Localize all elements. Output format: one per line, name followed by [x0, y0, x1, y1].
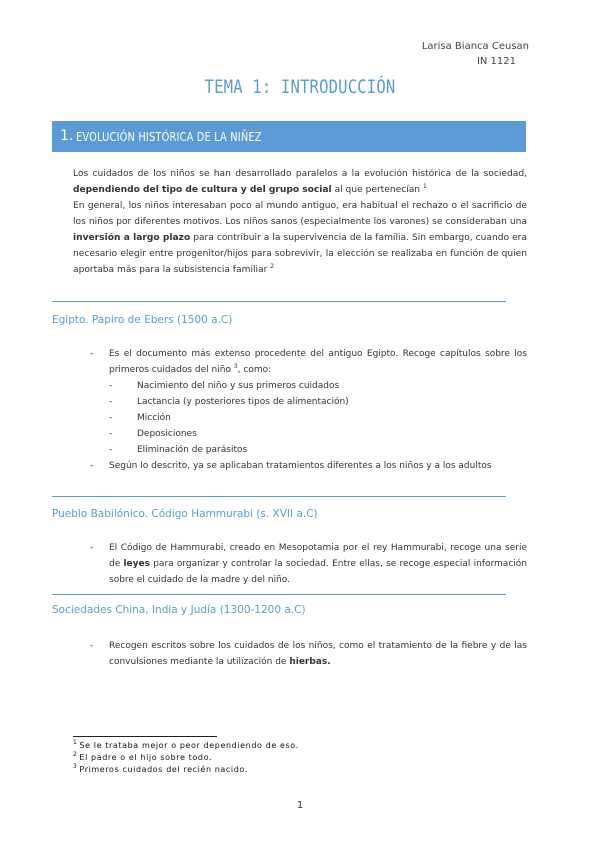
author-block	[422, 39, 529, 69]
footnote-ref-3[interactable]: 3	[233, 363, 238, 370]
sublist-item-label: Lactancia (y posteriores tipos de alimentación)	[137, 397, 349, 407]
babylon-item-tail: para organizar y controlar la sociedad. Entre ellas, se recoge especial información sobre el cuidado de la madre y del niño.	[109, 559, 527, 585]
footnote-item	[73, 752, 299, 764]
list-item	[90, 458, 527, 474]
section-heading-bar	[52, 121, 526, 152]
list-dash: -	[90, 349, 94, 359]
sublist-item-label: Micción	[137, 413, 171, 423]
intro-p1-text: Los cuidados de los niños se han desarrollado paralelos a la evolución histórica de la sociedad,	[73, 169, 527, 179]
footnote-text: El padre o el hijo sobre todo.	[79, 753, 213, 762]
intro-p1-text-tail: al que pertenecían	[331, 185, 423, 195]
list-item	[90, 638, 527, 670]
babylon-item-text: El Código de Hammurabi, creado en Mesopotamia por el rey Hammurabi, recoge una serie de	[109, 543, 527, 569]
list-dash: -	[90, 543, 94, 553]
egypt-item-text: Es el documento más extenso procedente del antiguo Egipto. Recoge capítulos sobre los primeros cuidados del niño	[109, 349, 527, 375]
footnote-separator	[73, 736, 217, 737]
section-number: 1.	[60, 128, 74, 144]
divider-line	[52, 301, 506, 302]
sublist-item	[109, 442, 527, 458]
babylon-item-bold: leyes	[123, 559, 150, 569]
footnote-text: Se le trataba mejor o peor dependiendo de eso.	[79, 741, 299, 750]
intro-p2-text-tail: para contribuir a la supervivencia de la familia. Sin embargo, cuando era necesario elegir entre progenitor/hijos para sobrevivir, la elección se realizaba en función de quien aportaba más para la subsistencia familiar	[73, 233, 527, 275]
sublist-item	[109, 378, 527, 394]
list-dash: -	[90, 641, 94, 651]
footnote-number: 1	[73, 739, 78, 746]
list-dash: -	[109, 429, 113, 439]
footnote-ref-2[interactable]: 2	[270, 263, 275, 270]
sublist-item-label: Eliminación de parásitos	[137, 445, 248, 455]
subheading-egypt: Egipto. Papiro de Ebers (1500 a.C)	[52, 314, 233, 326]
intro-p2-text: En general, los niños interesaban poco al mundo antiguo, era habitual el rechazo o el sacrificio de los niños por diferentes motivos. Los niños sanos (especialmente los varones) se consideraban una	[73, 201, 527, 227]
list-dash: -	[109, 445, 113, 455]
course-code: IN 1121	[476, 56, 516, 67]
intro-paragraph-2	[73, 198, 527, 278]
footnotes	[73, 740, 299, 776]
sublist-item	[109, 410, 527, 426]
list-dash: -	[109, 397, 113, 407]
list-dash: -	[109, 381, 113, 391]
footnote-number: 3	[73, 763, 78, 770]
footnote-item	[73, 740, 299, 752]
sublist-item-label: Nacimiento del niño y sus primeros cuidados	[137, 381, 340, 391]
footnote-ref-1[interactable]: 1	[422, 183, 427, 190]
footnote-number: 2	[73, 751, 78, 758]
egypt-list	[90, 346, 527, 474]
subheading-babylon: Pueblo Babilónico. Código Hammurabi (s. XVII a.C)	[52, 508, 318, 520]
egypt-item-tail: , como:	[237, 365, 272, 375]
intro-p2-bold: inversión a largo plazo	[73, 233, 191, 243]
subheading-societies: Sociedades China, India y Judía (1300-1200 a.C)	[52, 604, 306, 616]
intro-text	[73, 166, 527, 278]
list-dash: -	[109, 413, 113, 423]
divider-line	[52, 594, 506, 595]
sublist-item-label: Deposiciones	[137, 429, 197, 439]
societies-list	[90, 638, 527, 670]
sublist-item	[109, 426, 527, 442]
list-dash: -	[90, 461, 94, 471]
page-title: TEMA 1: INTRODUCCIÓN	[204, 76, 396, 98]
divider-line	[52, 496, 506, 497]
page-number: 1	[296, 800, 304, 811]
societies-item-bold: hierbas.	[289, 657, 331, 667]
babylon-list	[90, 540, 527, 588]
societies-item-text: Recogen escritos sobre los cuidados de los niños, como el tratamiento de la fiebre y de las convulsiones mediante la utilización de	[109, 641, 527, 667]
list-item	[90, 346, 527, 458]
section-title: EVOLUCIÓN HISTÓRICA DE LA NIÑEZ	[76, 130, 262, 144]
egypt-sublist	[109, 378, 527, 458]
footnote-text: Primeros cuidados del recién nacido.	[79, 765, 248, 774]
footnote-item	[73, 764, 299, 776]
sublist-item	[109, 394, 527, 410]
intro-p1-bold: dependiendo del tipo de cultura y del grupo social	[73, 185, 332, 195]
egypt-item-2-text: Según lo descrito, ya se aplicaban tratamientos diferentes a los niños y a los adultos	[109, 461, 492, 471]
author-name: Larisa Bianca Ceusan	[421, 41, 529, 52]
intro-paragraph-1	[73, 166, 527, 198]
list-item	[90, 540, 527, 588]
